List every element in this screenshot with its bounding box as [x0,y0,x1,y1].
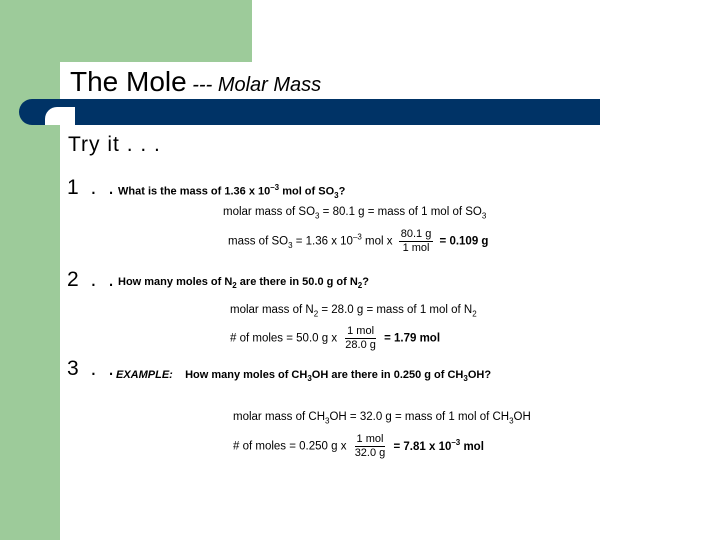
problem-1-fraction: $\frac{80.1 g}{\text{1 mol}}$ [400,228,432,254]
title-main: The Mole [70,66,187,97]
problem-1-number: 1 . . [67,176,118,199]
problem-3-molar-mass-line: molar mass of $CH_3OH = 32.0$ g = mass of 1 mol of $CH_3OH$ [233,411,531,426]
problem-3-fraction: $\frac{\text{1 mol}}{32.0 g}$ [354,433,386,459]
problem-1-calculation-line: mass of $SO_3 = 1.36$ x $10^{-3}$ mol x $\frac{80.1 g}{\text{1 mol}}$ = 0.109 g [228,228,489,254]
problem-1-question: What is the mass of 1.36 x $10^{-3}$ mol of $SO_3$? [118,183,346,200]
problem-2-number: 2 . . [67,268,118,291]
slide-title [70,66,321,98]
top-green-block [60,0,252,62]
problem-2-calculation-line: # of moles = 50.0 g x $\frac{\text{1 mol}}{28.0 g}$ = 1.79 mol [230,325,441,351]
problem-3-question: EXAMPLE: How many moles of $CH_3OH$ are there in 0.250 g of $CH_3OH$? [116,369,492,384]
problem-3-calculation-line: # of moles = 0.250 g x $\frac{\text{1 mol}}{32.0 g}$ = 7.81 x $10^{-3}$ mol [233,433,484,459]
example-label: EXAMPLE: [116,369,173,381]
problem-2-question: How many moles of $N_2$ are there in 50.0 g of $N_2$? [118,276,369,291]
problem-3-result: = 7.81 x $10^{-3}$ mol [393,437,484,453]
try-it-heading: Try it . . . [68,133,161,156]
problem-2-molar-mass-line: molar mass of $N_2 = 28.0$ g = mass of 1 mol of $N_2$ [230,304,477,319]
problem-1-result: = 0.109 g [439,235,489,248]
left-green-sidebar [0,0,60,540]
problem-2-fraction: $\frac{\text{1 mol}}{28.0 g}$ [345,325,376,351]
problem-1-molar-mass-line: molar mass of $SO_3 = 80.1$ g = mass of 1 mol of $SO_3$ [223,206,487,221]
title-bar-notch [45,107,75,125]
title-underline-bar [19,99,600,125]
problem-2-result: = 1.79 mol [384,332,441,345]
title-subtitle: --- Molar Mass [186,74,322,96]
problem-3-number: 3 . . [67,357,118,380]
